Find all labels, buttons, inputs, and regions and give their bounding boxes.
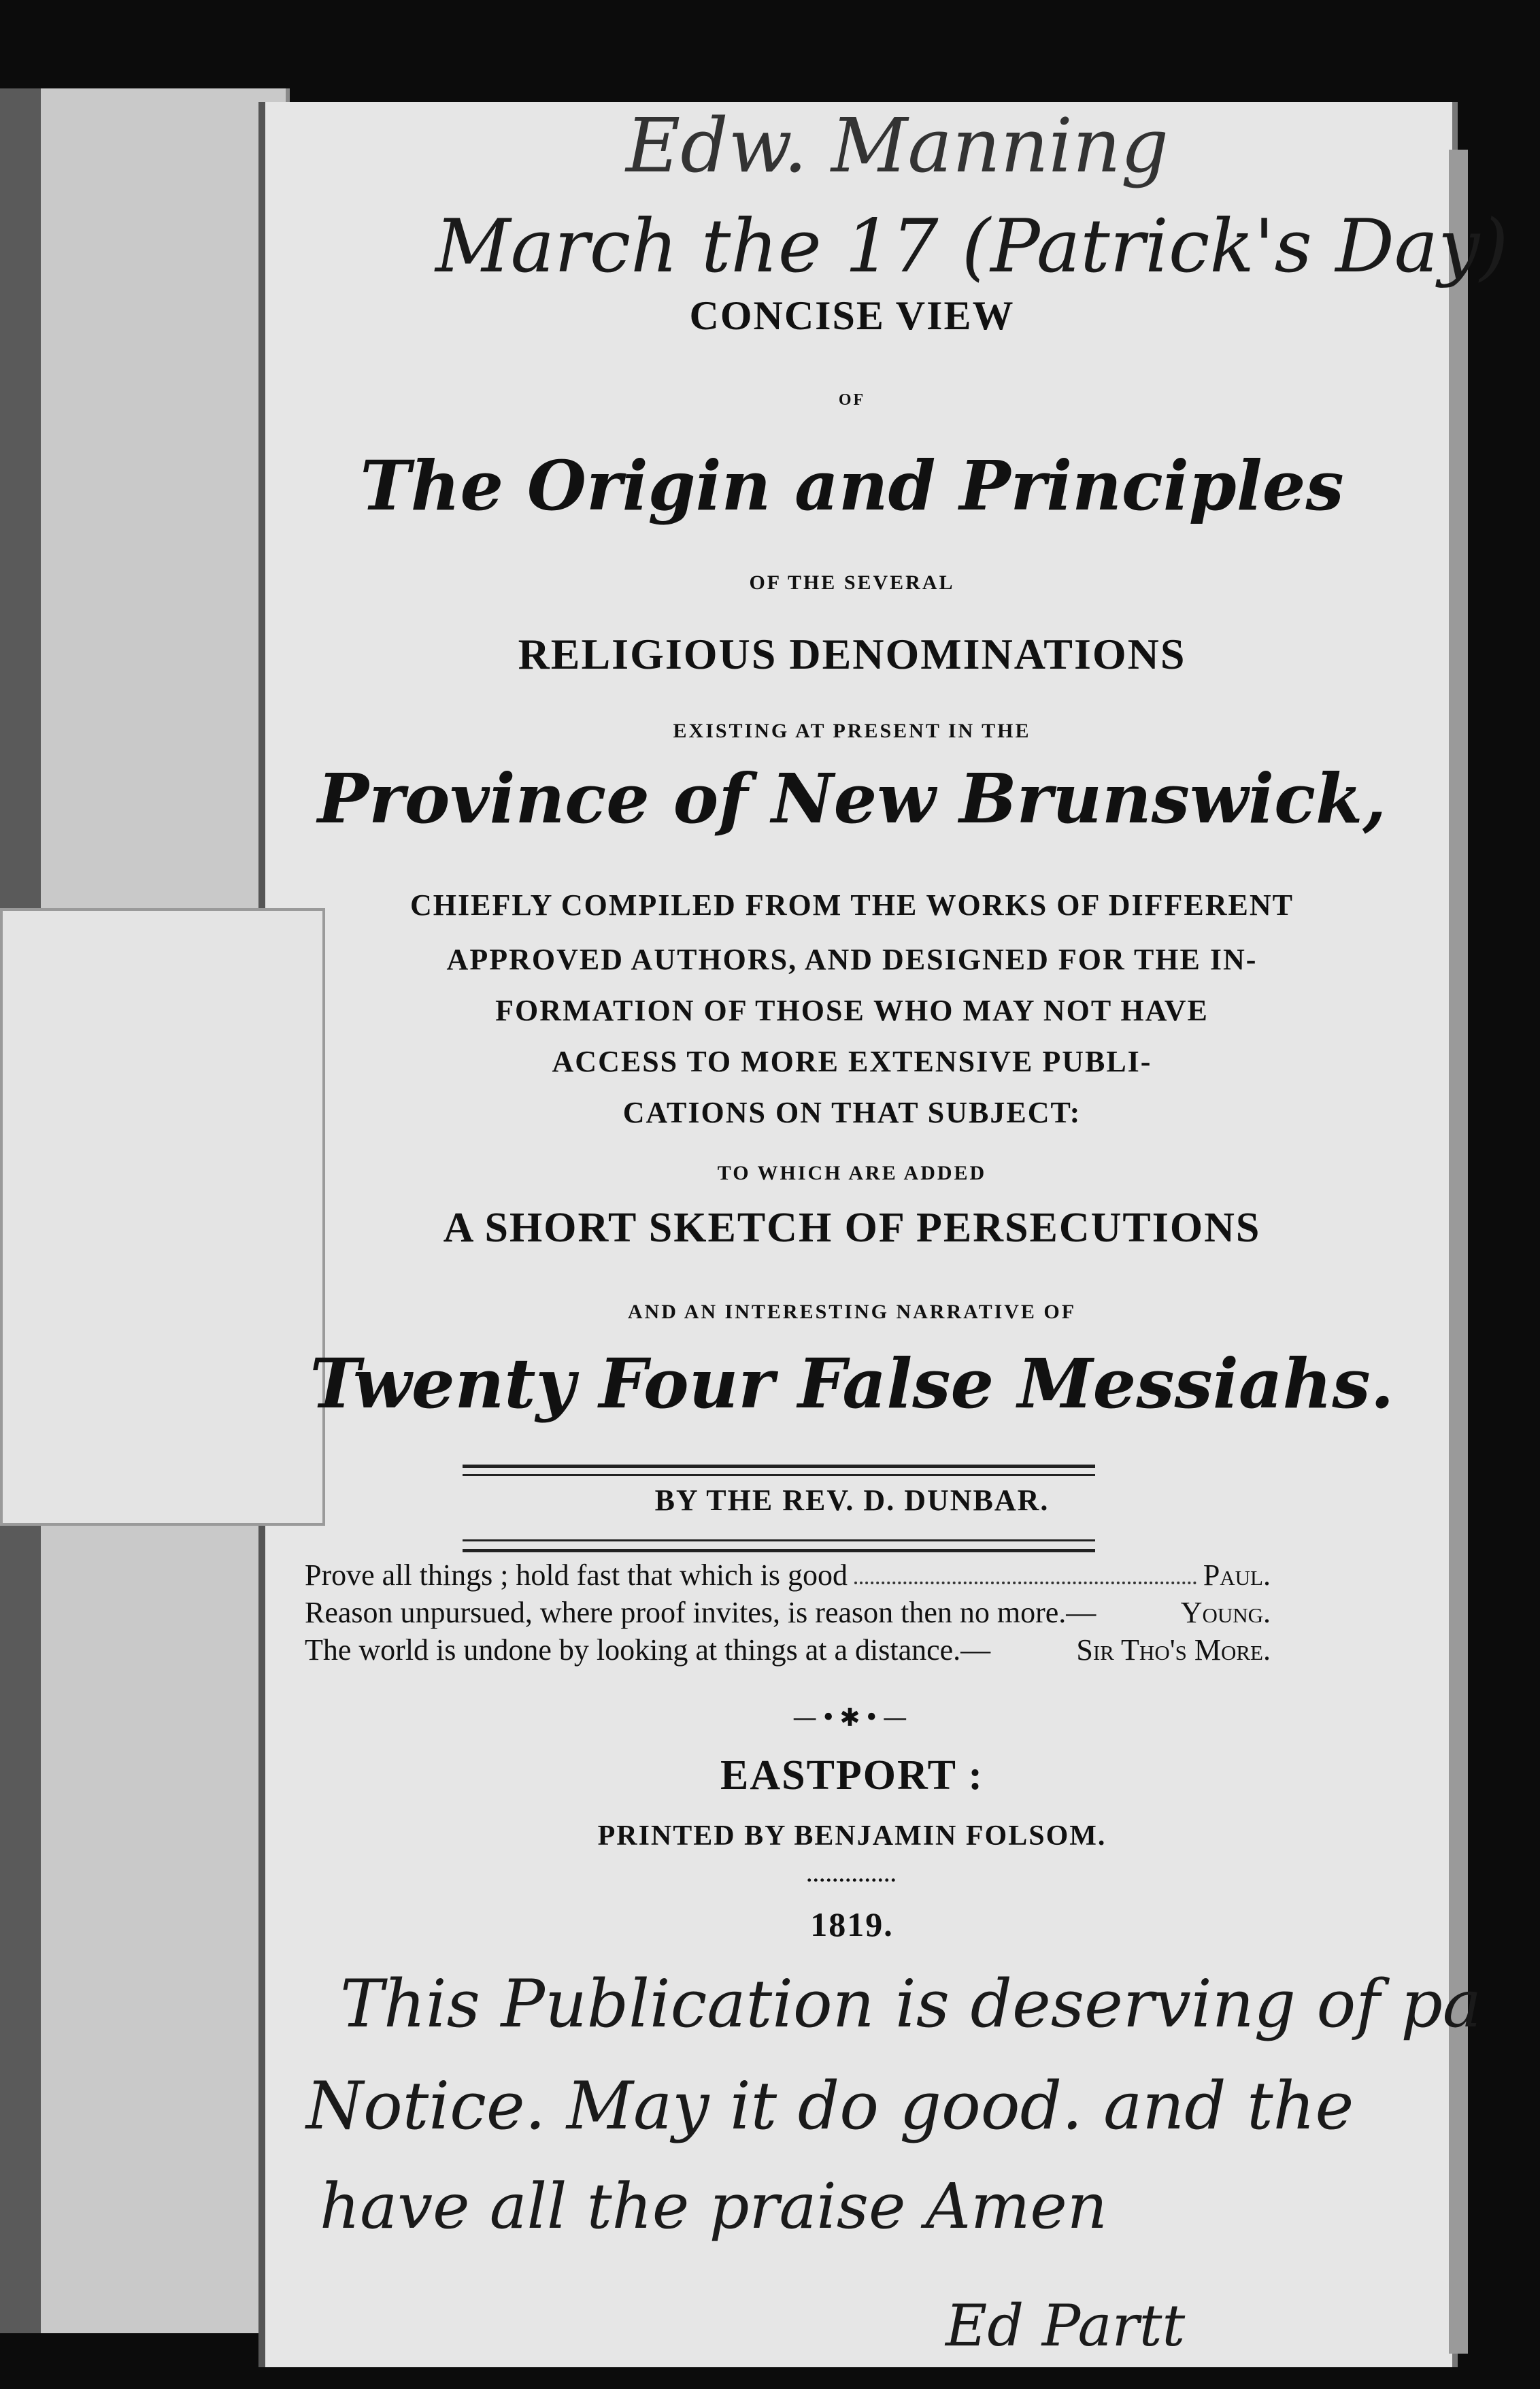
imprint-separator: .............. — [807, 1864, 897, 1886]
handwritten-date: March the 17 (Patrick's Day) — [435, 204, 1509, 289]
motto-2 — [305, 1595, 1271, 1630]
motto-2-text: Reason unpursued, where proof invites, is reason then no more.— — [305, 1596, 1097, 1629]
subtitle-line-6: TO WHICH ARE ADDED — [717, 1162, 987, 1184]
title-line-3: The Origin and Principles — [360, 446, 1344, 526]
byline: BY THE REV. D. DUNBAR. — [654, 1484, 1050, 1517]
title-line-4: OF THE SEVERAL — [749, 571, 955, 594]
double-rule-bottom-1 — [463, 1539, 1095, 1541]
motto-2-author: Young. — [1180, 1596, 1271, 1629]
leader-dots — [854, 1558, 1196, 1584]
handwritten-name: Edw. Manning — [626, 102, 1169, 189]
motto-3-text: The world is undone by looking at things at a distance.— — [305, 1633, 991, 1667]
title-line-5: RELIGIOUS DENOMINATIONS — [518, 630, 1186, 678]
double-rule-top-2 — [463, 1474, 1095, 1476]
subtitle-line-3: FORMATION OF THOSE WHO MAY NOT HAVE — [495, 994, 1209, 1027]
subtitle-line-2: APPROVED AUTHORS, AND DESIGNED FOR THE IN- — [446, 943, 1258, 976]
title-line-7: Province of New Brunswick, — [317, 758, 1387, 839]
motto-3-author: Sir Tho's More. — [1076, 1633, 1271, 1667]
double-rule-bottom-2 — [463, 1549, 1095, 1552]
imprint-place: EASTPORT : — [720, 1752, 984, 1799]
title-line-2: OF — [838, 391, 866, 409]
imprint-printer: PRINTED BY BENJAMIN FOLSOM. — [597, 1820, 1107, 1852]
handwritten-note-line-3: have all the praise Amen — [320, 2170, 1108, 2243]
title-line-1: CONCISE VIEW — [689, 293, 1015, 338]
subtitle-line-8: AND AN INTERESTING NARRATIVE OF — [627, 1301, 1077, 1323]
motto-1-text: Prove all things ; hold fast that which is good — [305, 1558, 848, 1592]
handwritten-note-line-1: This Publication is deserving of pa — [340, 1966, 1482, 2042]
double-rule-top-1 — [463, 1465, 1095, 1468]
motto-1 — [305, 1558, 1271, 1592]
subtitle-line-7: A SHORT SKETCH OF PERSECUTIONS — [443, 1205, 1261, 1251]
imprint-year: 1819. — [810, 1905, 894, 1943]
subtitle-line-1: CHIEFLY COMPILED FROM THE WORKS OF DIFFERENT — [410, 888, 1294, 922]
subtitle-line-9: Twenty Four False Messiahs. — [309, 1343, 1394, 1424]
ornament-divider: —•✱•— — [792, 1704, 911, 1732]
handwritten-note-line-2: Notice. May it do good. and the — [306, 2068, 1354, 2144]
subtitle-line-4: ACCESS TO MORE EXTENSIVE PUBLI- — [552, 1045, 1152, 1078]
subtitle-line-5: CATIONS ON THAT SUBJECT: — [622, 1096, 1082, 1129]
handwritten-signature: Ed Partt — [945, 2292, 1186, 2359]
motto-1-author: Paul. — [1203, 1558, 1271, 1592]
motto-3 — [305, 1633, 1271, 1667]
title-line-6: EXISTING AT PRESENT IN THE — [673, 720, 1031, 742]
